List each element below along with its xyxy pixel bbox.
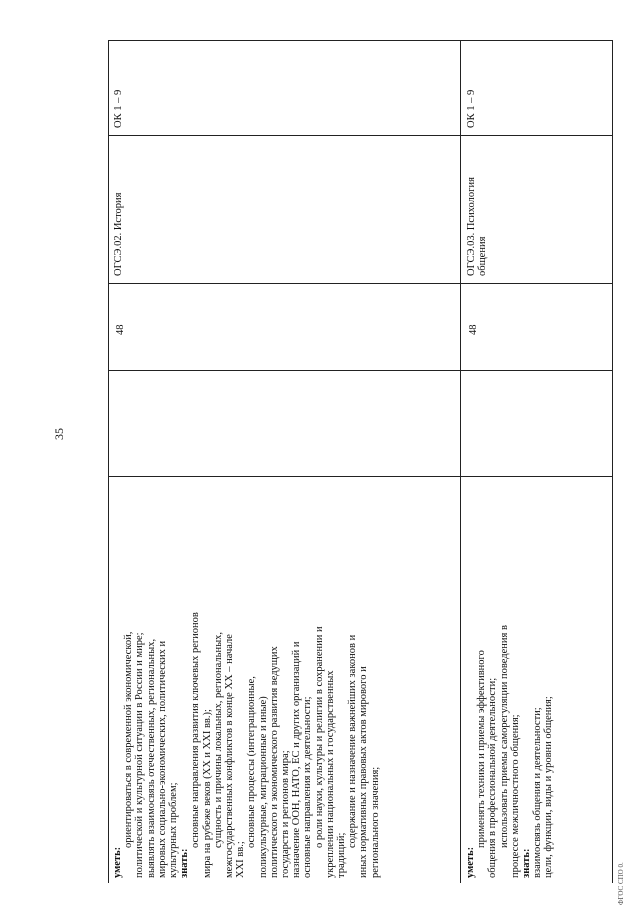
row1-content-line: укреплении национальных и государственных: [324, 670, 336, 878]
row2-discipline-line1: ОГСЭ.03. Психология: [466, 177, 477, 276]
row1-content-line: мира на рубеже веков (XX и XXI вв.);: [201, 709, 213, 878]
row1-hours: 48: [115, 324, 126, 335]
column-divider-discipline: [108, 283, 613, 284]
row2-content-line: взаимосвязь общения и деятельности;: [532, 707, 544, 878]
column-divider-content: [108, 476, 613, 477]
row2-content-line: уметь:: [465, 846, 476, 878]
row-divider: [460, 40, 461, 883]
row1-discipline: ОГСЭ.02. История: [113, 192, 124, 276]
row1-content-line: межгосударственных конфликтов в конце XX – начале: [224, 634, 236, 878]
row1-content-line: регионального значения;: [369, 766, 381, 878]
column-divider-hours: [108, 370, 613, 371]
page-number: 35: [52, 428, 66, 440]
row1-content-line: политической и культурной ситуации в России и мире;: [134, 632, 146, 878]
row1-content-line: культурных проблем;: [168, 782, 180, 878]
row1-content-line: назначение ООН, НАТО, ЕС и других организаций и: [291, 641, 303, 878]
row2-content-line: общения в профессиональной деятельности;: [487, 677, 499, 878]
row1-content: [112, 612, 381, 878]
footer-code: ФГОС СПО 0.: [617, 862, 625, 905]
row2-competence: ОК 1 – 9: [466, 89, 477, 128]
row2-content: [465, 625, 555, 878]
row1-content-line: традиций;: [336, 832, 348, 878]
table-left-border: [108, 40, 109, 883]
row2-hours: 48: [468, 324, 479, 335]
row1-content-line: знать:: [179, 848, 191, 878]
row2-discipline: [466, 177, 488, 276]
row1-content-line: мировых социально-экономических, политических и: [156, 640, 168, 878]
row1-content-line: XXI вв.;: [235, 841, 247, 878]
row1-content-line: о роли науки, культуры и религии в сохранении и: [313, 626, 325, 848]
row1-content-line: содержание и назначение важнейших законов и: [347, 634, 359, 848]
row1-content-line: основные направления их деятельности;: [302, 696, 314, 878]
row1-content-line: государств и регионов мира;: [280, 750, 292, 878]
row1-content-line: основные направления развития ключевых регионов: [190, 612, 202, 848]
table-right-border: [612, 40, 613, 883]
row1-content-line: уметь:: [112, 846, 123, 878]
row1-content-line: основные процессы (интеграционные,: [246, 676, 258, 848]
row2-content-line: использовать приемы саморегуляции поведения в: [498, 625, 510, 848]
row1-content-line: сущность и причины локальных, региональных,: [212, 631, 224, 848]
row2-content-line: цели, функции, виды и уровни общения;: [543, 696, 555, 878]
row1-content-line: поликультурные, миграционные и иные): [257, 696, 269, 878]
row1-content-line: политического и экономического развития ведущих: [268, 646, 280, 878]
row2-discipline-line2: общения: [477, 236, 489, 276]
row1-content-line: ориентироваться в современной экономической,: [123, 631, 135, 848]
table-top-border: [108, 40, 613, 41]
row1-content-line: выявлять взаимосвязь отечественных, региональных,: [145, 638, 157, 878]
row1-competence: ОК 1 – 9: [113, 89, 124, 128]
column-divider-competence: [108, 135, 613, 136]
row2-content-line: применять техники и приемы эффективного: [476, 650, 488, 848]
row2-content-line: процессе межличностного общения;: [509, 714, 521, 878]
row2-content-line: знать:: [521, 848, 533, 878]
row1-content-line: иных нормативных правовых актов мирового и: [358, 666, 370, 878]
